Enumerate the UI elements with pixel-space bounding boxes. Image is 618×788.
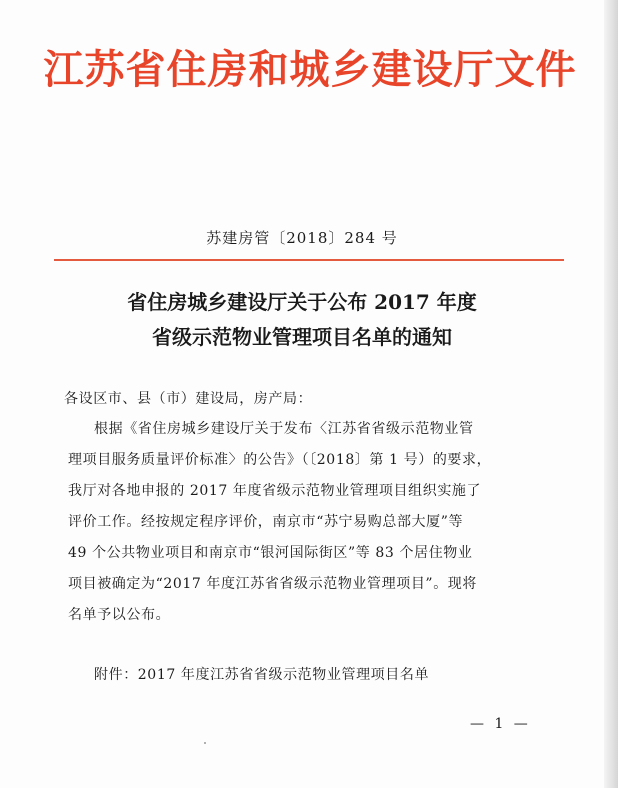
document-number: 苏建房管〔2018〕284 号 (206, 229, 398, 247)
scan-speck (204, 742, 206, 744)
body-line-6: 项目被确定为“2017 年度江苏省省级示范物业管理项目”。现将 (68, 576, 477, 592)
body-line-5: 49 个公共物业项目和南京市“银河国际街区”等 83 个居住物业 (68, 545, 473, 561)
agency-header-title: 江苏省住房和城乡建设厅文件 (43, 47, 577, 93)
salutation: 各设区市、县（市）建设局，房产局： (64, 391, 313, 407)
body-line-3: 我厅对各地申报的 2017 年度省级示范物业管理项目组织实施了 (68, 483, 482, 499)
page-number: — 1 — (470, 716, 531, 732)
attachment-line: 附件：2017 年度江苏省省级示范物业管理项目名单 (94, 667, 430, 683)
body-line-7: 名单予以公布。 (68, 607, 171, 623)
red-divider-line (54, 259, 564, 261)
body-line-4: 评价工作。经按规定程序评价，南京市“苏宁易购总部大厦”等 (68, 514, 464, 530)
page-edge-shadow (604, 0, 618, 788)
body-line-2: 理项目服务质量评价标准〉的公告》（〔2018〕第 1 号）的要求， (68, 452, 492, 468)
notice-title-line-2: 省级示范物业管理项目名单的通知 (152, 325, 452, 349)
notice-title-line-1: 省住房城乡建设厅关于公布 2017 年度 (127, 290, 477, 314)
body-line-1: 根据《省住房城乡建设厅关于发布〈江苏省省级示范物业管 (94, 421, 474, 437)
